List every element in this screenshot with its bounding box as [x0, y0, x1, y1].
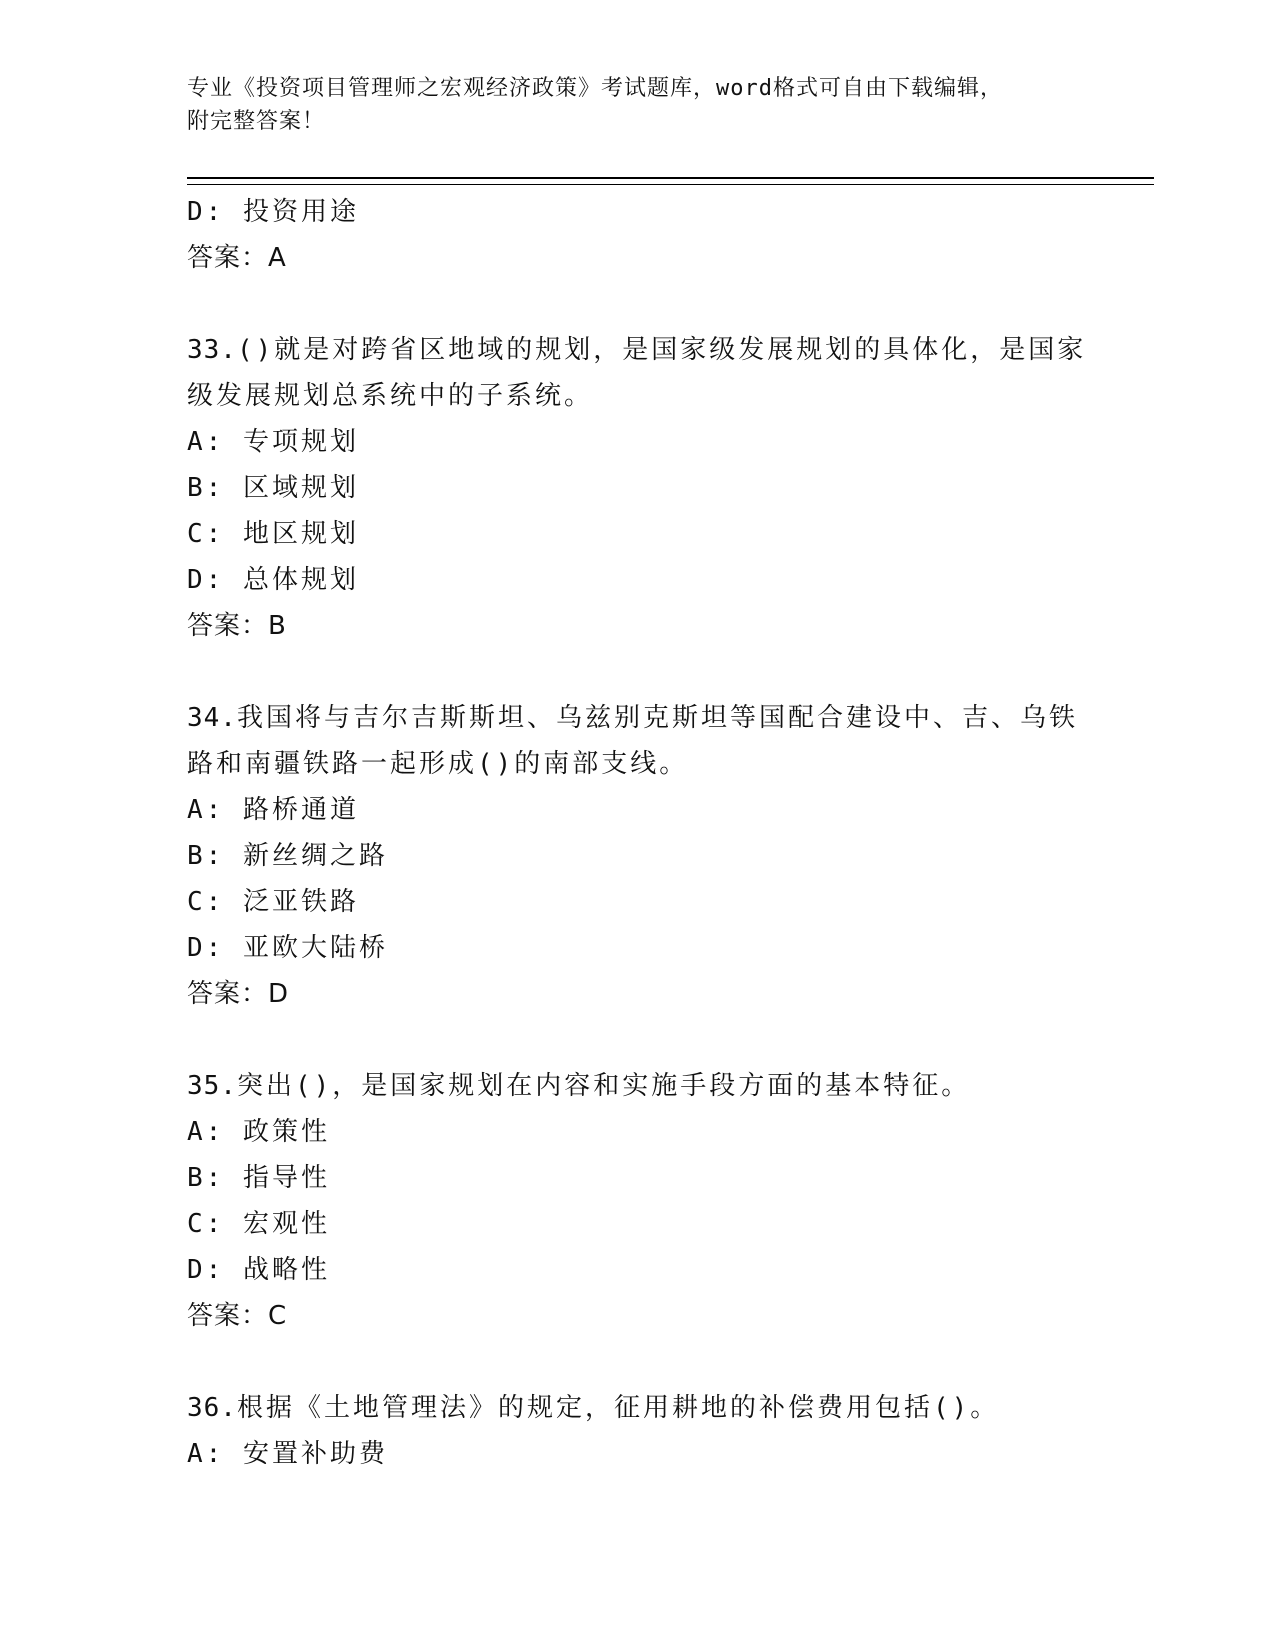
answer: 答案：D — [187, 979, 290, 1009]
question-stem — [187, 1385, 1087, 1431]
question-number: 34. — [187, 703, 237, 733]
option-d: D: 亚欧大陆桥 — [187, 933, 388, 963]
document-header — [187, 72, 1087, 138]
question-text: 突出()，是国家规划在内容和实施手段方面的基本特征。 — [236, 1071, 971, 1101]
spacer — [187, 281, 1087, 327]
option-d: D: 总体规划 — [187, 565, 359, 595]
option-a: A: 政策性 — [187, 1117, 330, 1147]
question-text: ()就是对跨省区地域的规划，是国家级发展规划的具体化，是国家 — [236, 335, 1087, 365]
question-text: 我国将与吉尔吉斯斯坦、乌兹别克斯坦等国配合建设中、吉、乌铁 — [236, 703, 1078, 733]
question-stem — [187, 1063, 1087, 1109]
question-text-continued: 路和南疆铁路一起形成()的南部支线。 — [187, 749, 689, 779]
question-stem — [187, 327, 1087, 373]
answer: 答案：A — [187, 243, 287, 273]
question-35 — [187, 1063, 1087, 1339]
question-stem — [187, 695, 1087, 741]
document-body — [187, 189, 1087, 1477]
header-divider — [187, 177, 1154, 185]
header-line-1: 专业《投资项目管理师之宏观经济政策》考试题库，word格式可自由下载编辑， — [187, 76, 1003, 101]
spacer — [187, 1339, 1087, 1385]
option-a: A: 路桥通道 — [187, 795, 359, 825]
option-d: D: 战略性 — [187, 1255, 330, 1285]
spacer — [187, 649, 1087, 695]
question-number: 35. — [187, 1071, 237, 1101]
answer: 答案：B — [187, 611, 287, 641]
option-d: D: 投资用途 — [187, 197, 359, 227]
header-line-2: 附完整答案！ — [187, 109, 326, 134]
option-c: C: 宏观性 — [187, 1209, 330, 1239]
question-text-continued: 级发展规划总系统中的子系统。 — [187, 381, 594, 411]
option-b: B: 指导性 — [187, 1163, 330, 1193]
question-number: 36. — [187, 1393, 237, 1423]
option-b: B: 区域规划 — [187, 473, 359, 503]
spacer — [187, 1017, 1087, 1063]
question-33 — [187, 327, 1087, 649]
question-34 — [187, 695, 1087, 1017]
option-a: A: 专项规划 — [187, 427, 359, 457]
option-a: A: 安置补助费 — [187, 1439, 388, 1469]
option-c: C: 泛亚铁路 — [187, 887, 359, 917]
option-b: B: 新丝绸之路 — [187, 841, 388, 871]
question-36 — [187, 1385, 1087, 1477]
question-text: 根据《土地管理法》的规定，征用耕地的补偿费用包括()。 — [236, 1393, 1000, 1423]
option-c: C: 地区规划 — [187, 519, 359, 549]
answer: 答案：C — [187, 1301, 288, 1331]
question-number: 33. — [187, 335, 237, 365]
